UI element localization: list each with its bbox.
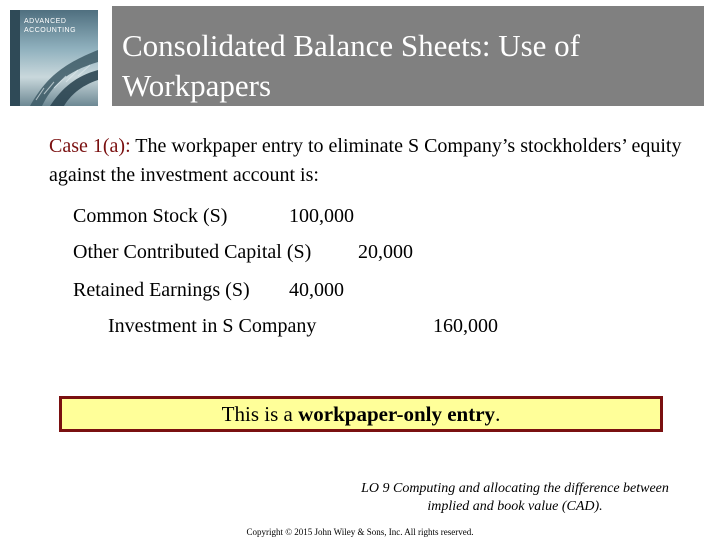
book-cover-image xyxy=(10,10,98,106)
entry-account: Investment in S Company xyxy=(108,315,317,337)
case-label: Case 1(a): xyxy=(49,135,131,157)
entry-account: Common Stock (S) xyxy=(73,205,228,227)
book-cover-title-line1: ADVANCED xyxy=(24,18,67,25)
callout-emphasis: workpaper-only entry xyxy=(298,402,496,426)
callout-prefix: This is a xyxy=(221,402,299,426)
entry-account: Retained Earnings (S) xyxy=(73,279,250,301)
lo-line-2: implied and book value (CAD). xyxy=(427,499,603,514)
entry-account: Other Contributed Capital (S) xyxy=(73,241,312,263)
slide-title: Consolidated Balance Sheets: Use of Workpapers xyxy=(122,28,581,103)
title-bar xyxy=(112,6,704,106)
lo-line-1: LO 9 Computing and allocating the difference between xyxy=(361,481,669,496)
entry-amount: 160,000 xyxy=(433,315,498,337)
entry-amount: 20,000 xyxy=(358,241,413,263)
entry-amount: 40,000 xyxy=(289,279,344,301)
book-cover-title-line2: ACCOUNTING xyxy=(24,27,77,34)
intro-text: The workpaper entry to eliminate S Company’s stockholders’ equity against the investment account is: xyxy=(49,135,682,186)
intro-paragraph xyxy=(49,132,689,190)
entry-amount: 100,000 xyxy=(289,205,354,227)
callout-suffix: . xyxy=(495,402,501,426)
learning-objective xyxy=(320,480,710,516)
callout-box xyxy=(59,396,663,432)
copyright: Copyright © 2015 John Wiley & Sons, Inc. All rights reserved. xyxy=(246,527,474,537)
